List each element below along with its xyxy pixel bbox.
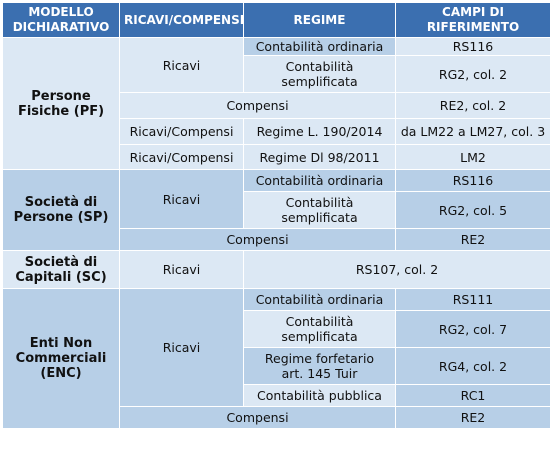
- pf-regime-ordinaria: Contabilità ordinaria: [244, 38, 396, 56]
- sp-label: Società di Persone (SP): [3, 170, 120, 251]
- sp-campo-semplificata: RG2, col. 5: [396, 192, 551, 229]
- enc-regime-forfetario: Regime forfetario art. 145 Tuir: [244, 348, 396, 385]
- sc-campo: RS107, col. 2: [244, 251, 551, 289]
- pf-rc-190: Ricavi/Compensi: [120, 119, 244, 145]
- sc-label: Società di Capitali (SC): [3, 251, 120, 289]
- enc-label: Enti Non Commerciali (ENC): [3, 289, 120, 429]
- sc-ricavi: Ricavi: [120, 251, 244, 289]
- enc-campo-ordinaria: RS111: [396, 289, 551, 311]
- sp-compensi: Compensi: [120, 229, 396, 251]
- enc-compensi: Compensi: [120, 407, 396, 429]
- header-regime: REGIME: [244, 3, 396, 38]
- header-campi: CAMPI DI RIFERIMENTO: [396, 3, 551, 38]
- reference-table: [2, 2, 551, 429]
- enc-regime-pubblica: Contabilità pubblica: [244, 385, 396, 407]
- enc-regime-ordinaria: Contabilità ordinaria: [244, 289, 396, 311]
- sp-regime-ordinaria: Contabilità ordinaria: [244, 170, 396, 192]
- pf-label: Persone Fisiche (PF): [3, 38, 120, 170]
- enc-campo-forfetario: RG4, col. 2: [396, 348, 551, 385]
- pf-row-1: [3, 38, 551, 56]
- pf-compensi: Compensi: [120, 93, 396, 119]
- pf-regime-semplificata: Contabilità semplificata: [244, 56, 396, 93]
- enc-regime-semplificata: Contabilità semplificata: [244, 311, 396, 348]
- pf-regime-190: Regime L. 190/2014: [244, 119, 396, 145]
- header-row: [3, 3, 551, 38]
- sc-row: [3, 251, 551, 289]
- sp-campo-ordinaria: RS116: [396, 170, 551, 192]
- sp-row-1: [3, 170, 551, 192]
- sp-ricavi: Ricavi: [120, 170, 244, 229]
- pf-campo-98: LM2: [396, 145, 551, 170]
- enc-campo-semplificata: RG2, col. 7: [396, 311, 551, 348]
- pf-campo-190: da LM22 a LM27, col. 3: [396, 119, 551, 145]
- enc-campo-pubblica: RC1: [396, 385, 551, 407]
- pf-campo-semplificata: RG2, col. 2: [396, 56, 551, 93]
- enc-row-1: [3, 289, 551, 311]
- header-modello: MODELLO DICHIARATIVO: [3, 3, 120, 38]
- pf-campo-compensi: RE2, col. 2: [396, 93, 551, 119]
- enc-campo-compensi: RE2: [396, 407, 551, 429]
- pf-campo-ordinaria: RS116: [396, 38, 551, 56]
- enc-ricavi: Ricavi: [120, 289, 244, 407]
- pf-rc-98: Ricavi/Compensi: [120, 145, 244, 170]
- sp-campo-compensi: RE2: [396, 229, 551, 251]
- sp-regime-semplificata: Contabilità semplificata: [244, 192, 396, 229]
- pf-regime-98: Regime Dl 98/2011: [244, 145, 396, 170]
- header-ricavi-compensi: RICAVI/COMPENSI: [120, 3, 244, 38]
- pf-ricavi: Ricavi: [120, 38, 244, 93]
